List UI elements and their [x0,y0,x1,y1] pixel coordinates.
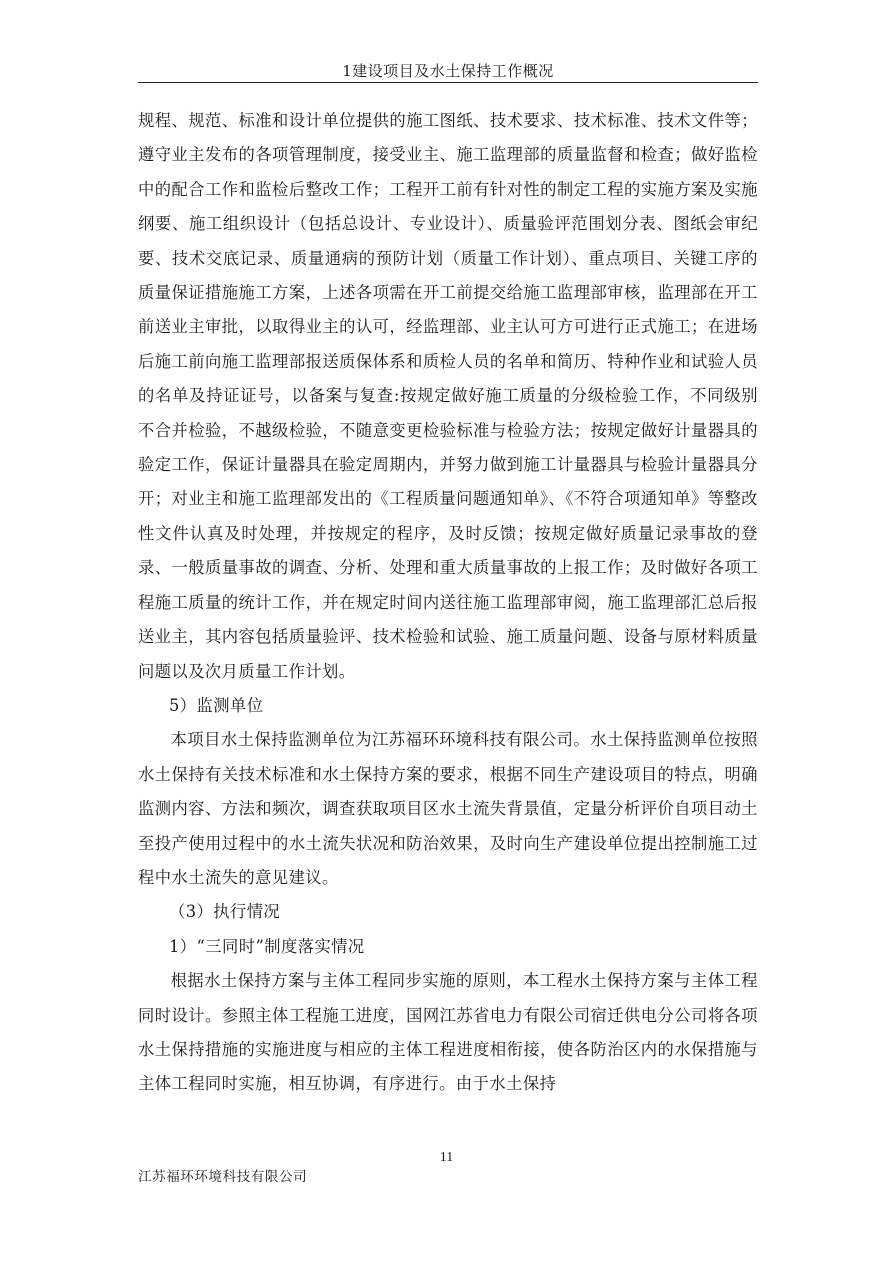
document-body [138,104,758,1102]
page-header-title: 1建设项目及水土保持工作概况 [342,62,554,80]
paragraph-three-simultaneous: 根据水土保持方案与主体工程同步实施的原则，本工程水土保持方案与主体工程同时设计。参照主体工程施工进度，国网江苏省电力有限公司宿迁供电分公司将各项水土保持措施的实施进度与相应的主体工程进度相衔接，使各防治区内的水保措施与主体工程同时实施，相互协调，有序进行。由于水土保持 [138,971,758,1094]
heading-monitoring-unit: 5）监测单位 [168,695,264,715]
footer-company-name: 江苏福环环境科技有限公司 [138,1169,308,1185]
paragraph-monitoring-unit: 本项目水土保持监测单位为江苏福环环境科技有限公司。水土保持监测单位按照水土保持有关技术标准和水土保持方案的要求，根据不同生产建设项目的特点，明确监测内容、方法和频次，调查获取项目区水土流失背景值，定量分析评价自项目动土至投产使用过程中的水土流失状况和防治效果，及时向生产建设单位提出控制施工过程中水土流失的意见建议。 [138,730,758,887]
heading-execution-status: （3）执行情况 [168,902,281,922]
header-divider [138,82,758,83]
paragraph-construction-quality: 规程、规范、标准和设计单位提供的施工图纸、技术要求、技术标准、技术文件等；遵守业主发布的各项管理制度，接受业主、施工监理部的质量监督和检查；做好监检中的配合工作和监检后整改工作；工程开工前有针对性的制定工程的实施方案及实施纲要、施工组织设计（包括总设计、专业设计）、质量验评范围划分表、图纸会审纪要、技术交底记录、质量通病的预防计划（质量工作计划）、重点项目、关键工序的质量保证措施施工方案，上述各项需在开工前提交给施工监理部审核，监理部在开工前送业主审批，以取得业主的认可，经监理部、业主认可方可进行正式施工；在进场后施工前向施工监理部报送质保体系和质检人员的名单和简历、特种作业和试验人员的名单及持证证号，以备案与复查:按规定做好施工质量的分级检验工作，不同级别不合并检验，不越级检验，不随意变更检验标准与检验方法；按规定做好计量器具的验定工作，保证计量器具在验定周期内，并努力做到施工计量器具与检验计量器具分开；对业主和施工监理部发出的《工程质量问题通知单》、《不符合项通知单》等整改性文件认真及时处理，并按规定的程序，及时反馈；按规定做好质量记录事故的登录、一般质量事故的调查、分析、处理和重大质量事故的上报工作；及时做好各项工程施工质量的统计工作，并在规定时间内送往施工监理部审阅，施工监理部汇总后报送业主，其内容包括质量验评、技术检验和试验、施工质量问题、设备与原材料质量问题以及次月质量工作计划。 [138,111,758,681]
heading-three-simultaneous: 1）“三同时”制度落实情况 [168,936,365,956]
page-number: 11 [439,1150,454,1165]
